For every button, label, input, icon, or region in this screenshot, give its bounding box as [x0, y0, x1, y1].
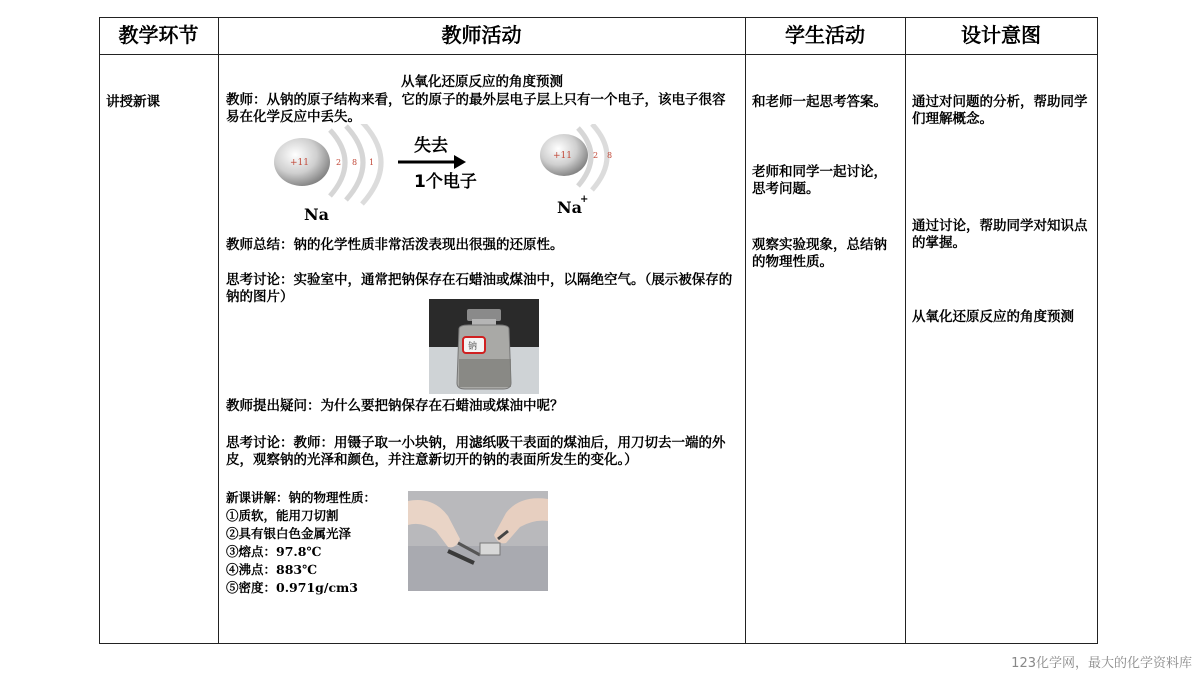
na-shell-1: 2	[336, 158, 342, 167]
student-activity-1: 和老师一起思考答案。	[752, 94, 887, 110]
design-intent-2: 通过讨论，帮助同学对知识点的掌握。	[912, 218, 1088, 251]
header-student-activity: 学生活动	[785, 23, 865, 47]
header-divider	[99, 54, 1098, 55]
property-item-2: ②具有银白色金属光泽	[226, 526, 352, 541]
sodium-jar-photo	[429, 299, 539, 394]
na-shell-2: 8	[352, 158, 358, 167]
design-intent-3: 从氧化还原反应的角度预测	[912, 309, 1074, 325]
na-shell-3: 1	[369, 158, 375, 167]
teacher-paragraph-1: 教师：从钠的原子结构来看，它的原子的最外层电子层上只有一个电子，该电子很容易在化学反应中丢失。	[226, 92, 726, 125]
stage-label: 讲授新课	[106, 94, 160, 110]
ion-shell-1: 2	[593, 151, 599, 160]
design-intent-1: 通过对问题的分析，帮助同学们理解概念。	[912, 94, 1088, 127]
student-activity-2: 老师和同学一起讨论，思考问题。	[752, 164, 887, 197]
property-item-1: ①质软，能用刀切割	[226, 508, 339, 523]
table-bottom-border	[99, 643, 1098, 644]
footer-watermark: 123化学网，最大的化学资料库	[1011, 656, 1192, 671]
arrow-label-bottom: 1个电子	[414, 172, 477, 192]
cutting-sodium-photo	[408, 491, 548, 591]
col-border-4	[1097, 17, 1098, 644]
header-teacher-activity: 教师活动	[441, 23, 522, 47]
teacher-question: 教师提出疑问：为什么要把钠保存在石蜡油或煤油中呢？	[226, 398, 564, 414]
ion-label: Na	[557, 198, 582, 217]
ion-charge: +11	[553, 151, 572, 161]
na-charge: +11	[290, 158, 309, 168]
arrow-label-top: 失去	[414, 136, 448, 156]
ion-superscript: +	[580, 194, 589, 205]
property-item-5: ⑤密度：0.971g/cm3	[226, 580, 358, 595]
property-item-4: ④沸点：883℃	[226, 562, 318, 577]
student-activity-3: 观察实验现象，总结钠的物理性质。	[752, 237, 887, 270]
col-border-2	[745, 17, 746, 644]
na-label: Na	[304, 205, 329, 224]
teacher-discussion-1: 思考讨论：实验室中，通常把钠保存在石蜡油或煤油中，以隔绝空气。（展示被保存的钠的图片）	[226, 272, 733, 305]
teacher-section-title: 从氧化还原反应的角度预测	[401, 74, 563, 90]
col-border-1	[218, 17, 219, 644]
header-design-intent: 设计意图	[961, 23, 1041, 47]
ion-shell-2: 8	[607, 151, 613, 160]
teacher-discussion-2: 思考讨论：教师：用镊子取一小块钠，用滤纸吸干表面的煤油后，用刀切去一端的外皮，观察钠的光泽和颜色，并注意新切开的钠的表面所发生的变化。）	[226, 435, 726, 468]
col-border-0	[99, 17, 100, 644]
right-arrow-icon	[398, 155, 466, 169]
header-stage: 教学环节	[118, 23, 199, 47]
property-item-3: ③熔点：97.8℃	[226, 544, 322, 559]
col-border-3	[905, 17, 906, 644]
teacher-summary: 教师总结：钠的化学性质非常活泼表现出很强的还原性。	[226, 237, 564, 253]
jar-label: 钠	[468, 342, 478, 352]
sodium-ionization-diagram	[268, 124, 628, 228]
properties-title: 新课讲解：钠的物理性质：	[226, 490, 377, 505]
